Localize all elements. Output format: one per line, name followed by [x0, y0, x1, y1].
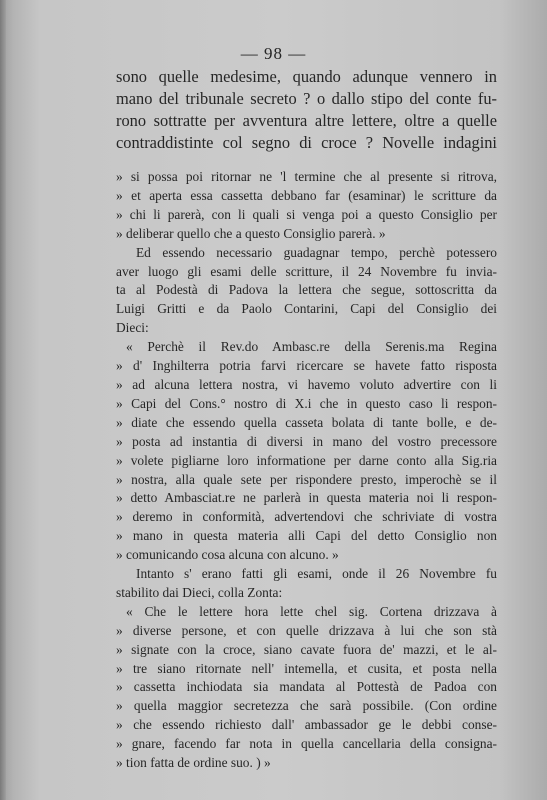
quote-line: » posta ad instantia di diversi in mano del vostro precessore [116, 433, 497, 449]
quote-line: » diverse persone, et con quelle drizzava à lui che son stà [116, 622, 497, 638]
quote-line: » ad alcuna lettera nostra, vi havemo voluto advertire con li [116, 376, 497, 392]
quote-line: » gnare, facendo far nota in quella cancellaria della consigna- [116, 736, 497, 752]
text-line: aver luogo gli esami delle scritture, il 24 Novembre fu invia- [116, 263, 497, 279]
text-line: mano del tribunale secreto ? o dallo stipo del conte fu- [116, 89, 497, 108]
quote-line: » deliberar quello che a questo Consiglio parerà. » [116, 225, 386, 241]
upper-paragraph [116, 66, 497, 154]
quote-line: » volete pigliarne loro informatione per darne conto alla Sig.ria [116, 452, 497, 468]
text-line: Intanto s' erano fatti gli esami, onde il 26 Novembre fu [136, 566, 497, 582]
quote-line: » si possa poi ritornar ne 'l termine che al presente si ritrova, [116, 169, 497, 184]
text-line: stabilito dai Dieci, colla Zonta: [116, 584, 283, 600]
text-line: contraddistinte col segno di croce ? Novelle indagini [116, 133, 497, 152]
text-line: rono sottratte per avventura altre lettere, oltre a quelle [116, 111, 497, 130]
page-edge-shadow [0, 0, 6, 800]
quote-line: » diate che essendo quella casseta bolata di tante bolle, e de- [116, 414, 497, 430]
text-line: sono quelle medesime, quando adunque vennero in [116, 67, 497, 86]
quote-line: » comunicando cosa alcuna con alcuno. » [116, 547, 339, 563]
quote-line: » nostra, alla quale sete per rispondere presto, imperochè se il [116, 471, 497, 487]
quote-line: » cassetta inchiodata sia mandata al Pottestà de Padoa con [116, 679, 497, 695]
quote-line: » Capi del Cons.° nostro di X.i che in questo caso li respon- [116, 395, 497, 411]
page-number: — 98 — [240, 44, 307, 63]
text-line: Luigi Gritti e da Paolo Contarini, Capi del Consiglio dei [116, 301, 497, 317]
quote-line: » deremo in conformità, advertendovi che schriviate di vostra [116, 509, 497, 525]
quote-line: » d' Inghilterra potria farvi ricercare se havete fatto risposta [116, 358, 497, 374]
quote-line: » tre siano ritornate nell' intemella, et cusita, et posta nella [116, 660, 497, 676]
text-line: Dieci: [116, 320, 149, 336]
quote-line: « Perchè il Rev.do Ambasc.re della Serenis.ma Regina [126, 339, 497, 355]
quote-line: » quella maggior secretezza che sarà possibile. (Con ordine [116, 698, 497, 714]
quote-line: « Che le lettere hora lette chel sig. Cortena drizzava à [126, 603, 497, 619]
quote-line: » chi li parerà, con li quali si venga poi a questo Consiglio per [116, 206, 497, 222]
quote-line: » che essendo richiesto dall' ambassador ge le debbi conse- [116, 717, 497, 733]
quote-line: » et aperta essa cassetta debbano far (esaminar) le scritture da [116, 187, 497, 203]
quote-line: » detto Ambasciat.re ne parlerà in questa materia noi li respon- [116, 490, 497, 506]
quote-line: » mano in questa materia alli Capi del detto Consiglio non [116, 528, 497, 544]
quote-line: » tion fatta de ordine suo. ) » [116, 755, 271, 771]
text-line: ta al Podestà di Padova la lettera che segue, sottoscritta da [116, 282, 497, 298]
text-line: Ed essendo necessario guadagnar tempo, perchè potessero [136, 244, 497, 260]
quote-line: » signate con la croce, siano cavate fuora de' mazzi, et le al- [116, 641, 497, 657]
quoted-documents [116, 168, 497, 773]
